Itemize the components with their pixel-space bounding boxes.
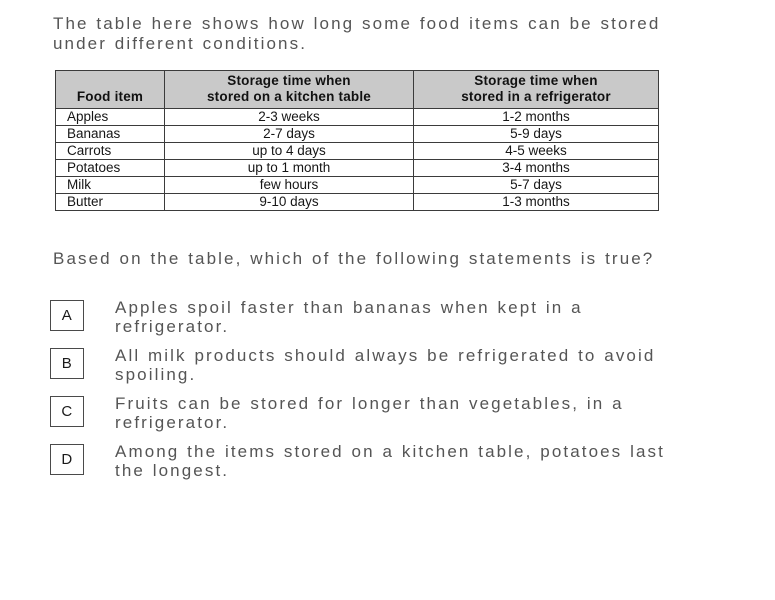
table-row	[56, 143, 659, 160]
option-b-text: All milk products should always be refrigerated to avoid spoiling.	[115, 345, 656, 384]
answer-options	[53, 298, 775, 481]
cell-kitchen: few hours	[165, 177, 414, 194]
cell-food: Milk	[56, 177, 165, 194]
option-a-text: Apples spoil faster than bananas when kept in a refrigerator.	[115, 297, 583, 336]
header-kitchen-line2: stored on a kitchen table	[206, 89, 372, 104]
header-food-item-label: Food item	[76, 89, 144, 104]
option-c-text: Fruits can be stored for longer than vegetables, in a refrigerator.	[115, 393, 624, 432]
cell-kitchen: 2-7 days	[165, 126, 414, 143]
option-b[interactable]	[53, 346, 775, 385]
table-row	[56, 109, 659, 126]
cell-kitchen: 9-10 days	[165, 194, 414, 211]
cell-fridge: 1-3 months	[414, 194, 659, 211]
header-kitchen-line1: Storage time when	[227, 73, 351, 88]
cell-fridge: 3-4 months	[414, 160, 659, 177]
header-kitchen-table	[165, 71, 414, 109]
cell-food: Butter	[56, 194, 165, 211]
cell-fridge: 4-5 weeks	[414, 143, 659, 160]
option-d[interactable]	[53, 442, 775, 481]
option-c-box[interactable]: C	[50, 396, 84, 427]
table-row	[56, 177, 659, 194]
table-header-row	[56, 71, 659, 109]
option-a-box[interactable]: A	[50, 300, 84, 331]
header-fridge-line1: Storage time when	[474, 73, 598, 88]
table-row	[56, 126, 659, 143]
header-food-item	[56, 71, 165, 109]
header-refrigerator	[414, 71, 659, 109]
cell-food: Potatoes	[56, 160, 165, 177]
cell-food: Carrots	[56, 143, 165, 160]
option-a[interactable]	[53, 298, 775, 337]
cell-fridge: 1-2 months	[414, 109, 659, 126]
cell-food: Bananas	[56, 126, 165, 143]
intro-text: The table here shows how long some food items can be stored under different conditions.	[53, 14, 661, 53]
table-row	[56, 194, 659, 211]
header-fridge-line2: stored in a refrigerator	[461, 89, 611, 104]
cell-fridge: 5-7 days	[414, 177, 659, 194]
cell-kitchen: up to 1 month	[165, 160, 414, 177]
option-b-box[interactable]: B	[50, 348, 84, 379]
question-text: Based on the table, which of the following statements is true?	[53, 249, 655, 268]
cell-kitchen: up to 4 days	[165, 143, 414, 160]
cell-fridge: 5-9 days	[414, 126, 659, 143]
table-row	[56, 160, 659, 177]
cell-kitchen: 2-3 weeks	[165, 109, 414, 126]
option-c[interactable]	[53, 394, 775, 433]
storage-table	[55, 70, 659, 211]
option-d-box[interactable]: D	[50, 444, 84, 475]
option-d-text: Among the items stored on a kitchen table, potatoes last the longest.	[115, 441, 665, 480]
cell-food: Apples	[56, 109, 165, 126]
